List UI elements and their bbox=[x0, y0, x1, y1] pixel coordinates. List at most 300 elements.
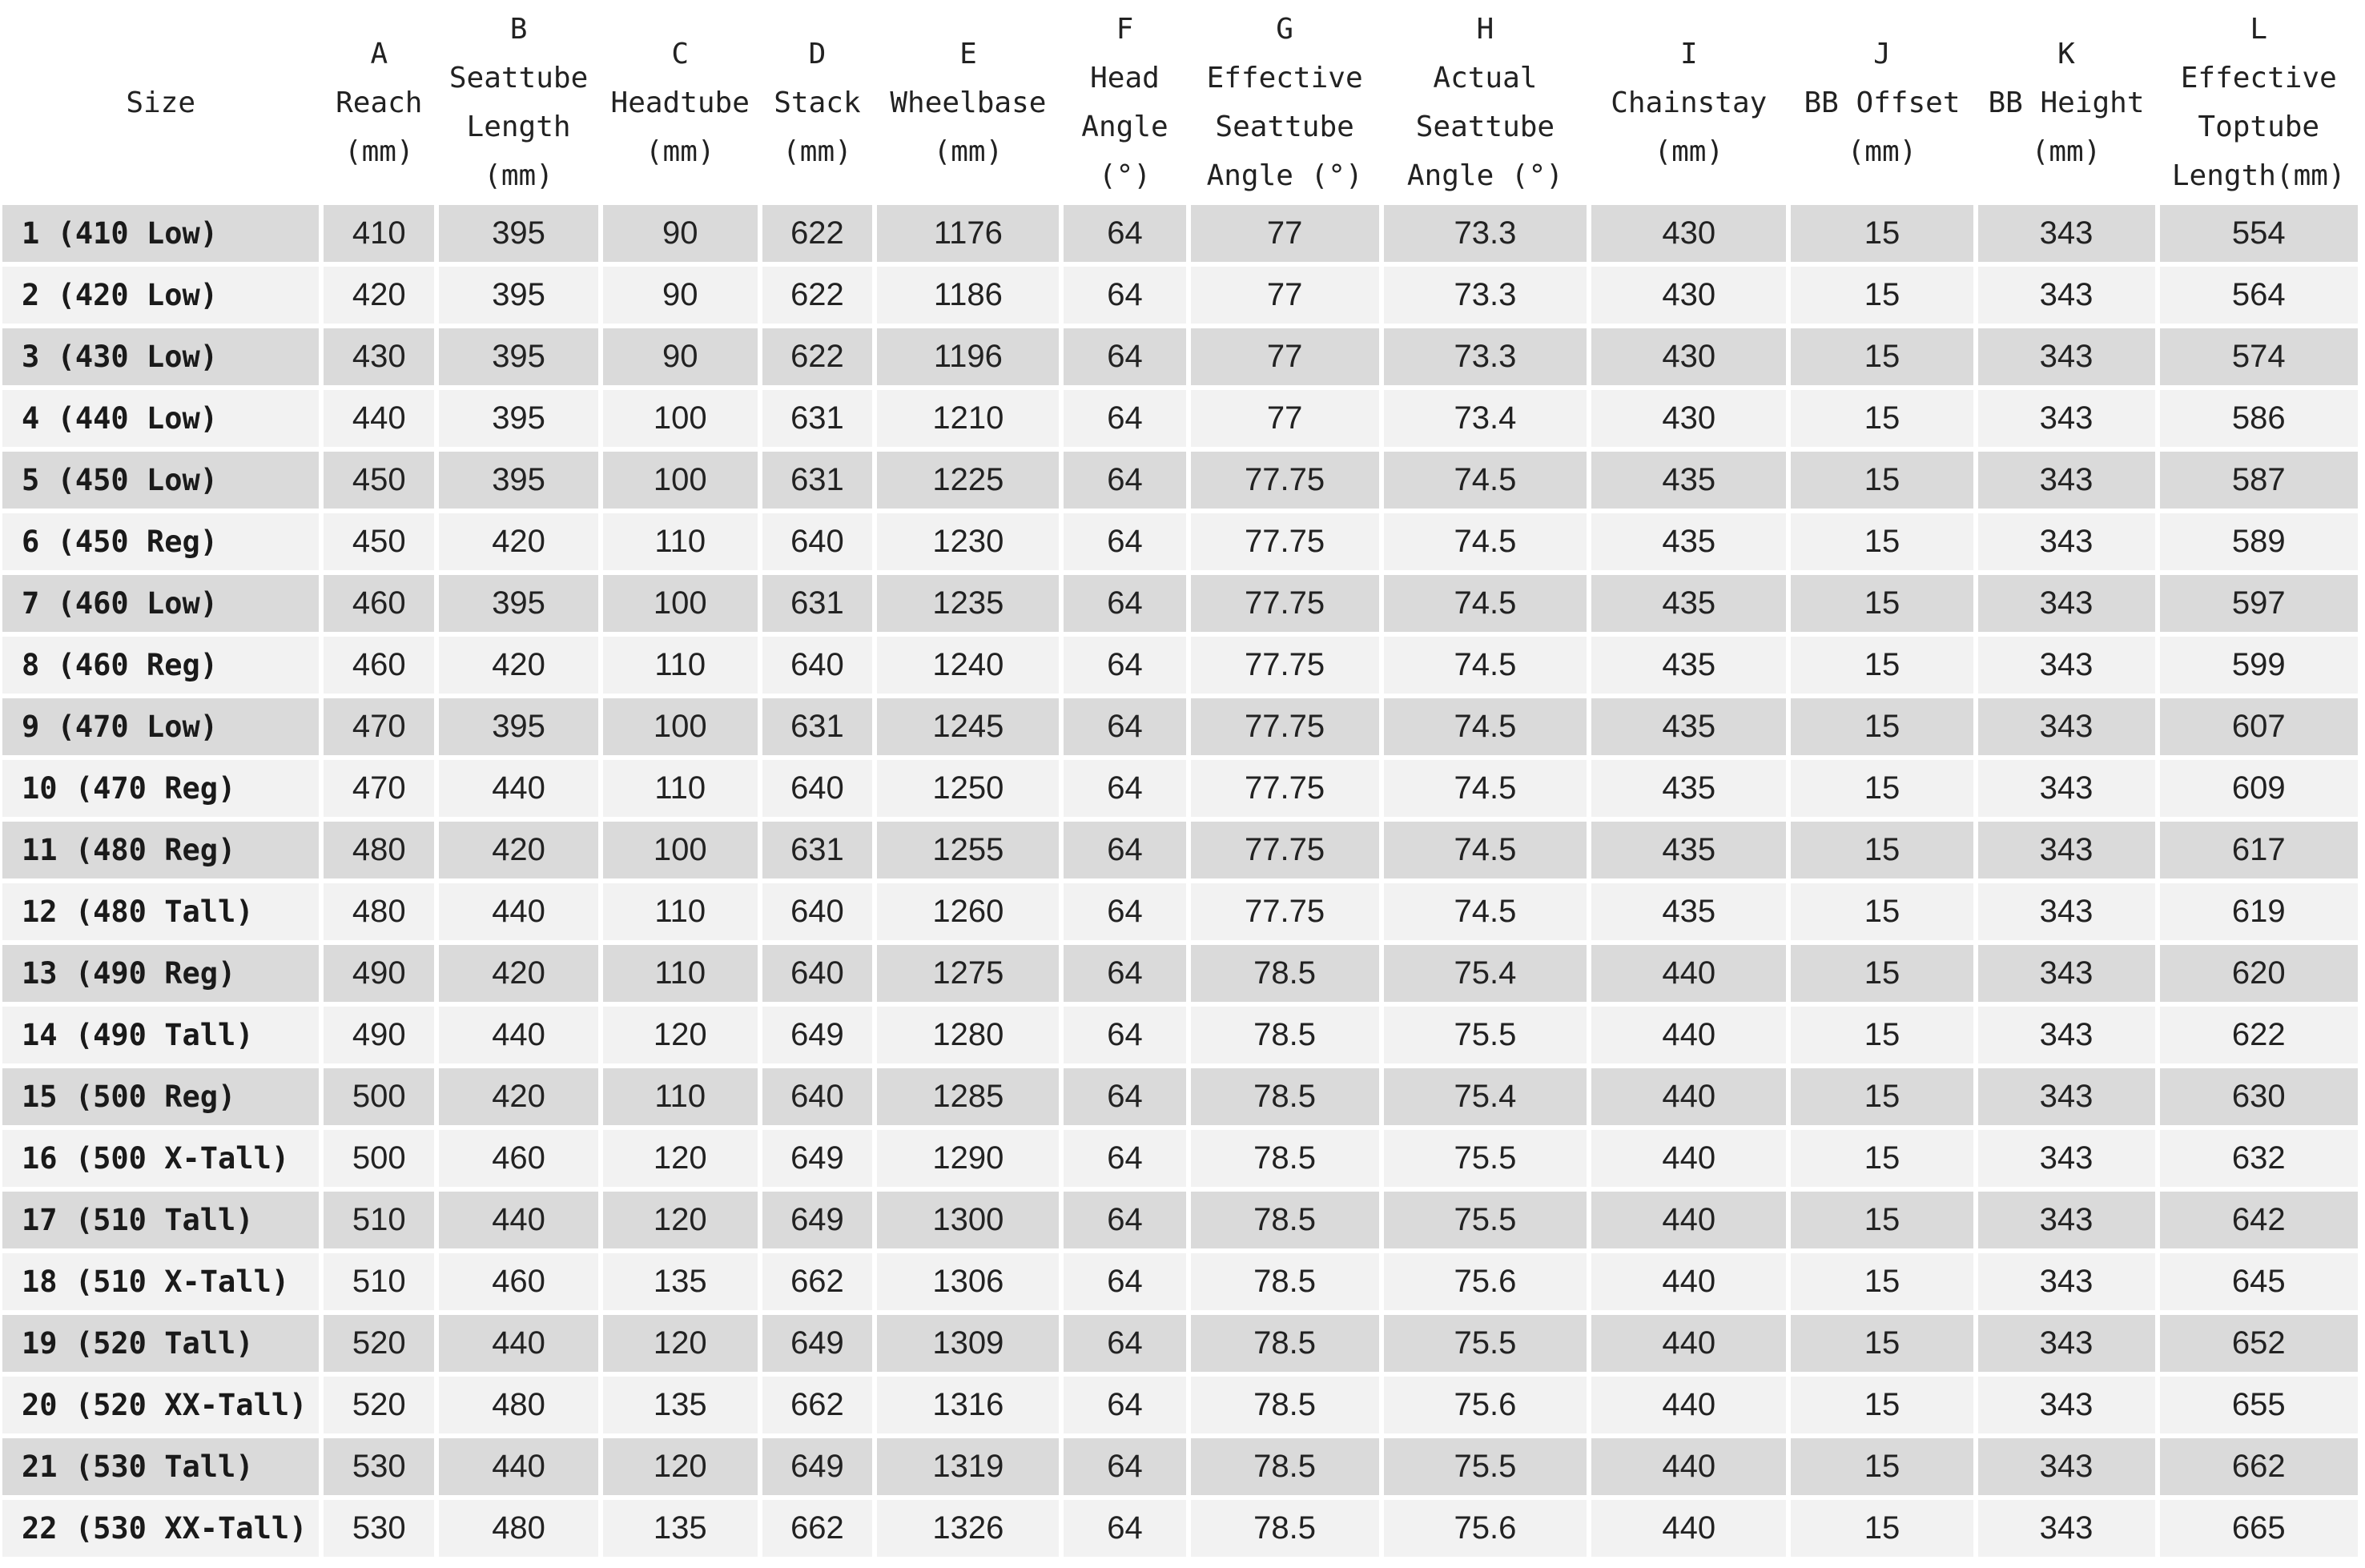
value-cell-c: 135 bbox=[603, 1253, 758, 1310]
value-cell-f: 64 bbox=[1064, 1500, 1185, 1557]
value-cell-i: 435 bbox=[1591, 513, 1786, 570]
value-cell-e: 1290 bbox=[877, 1130, 1059, 1187]
value-cell-b: 420 bbox=[439, 822, 598, 878]
value-cell-g: 77.75 bbox=[1191, 637, 1379, 694]
column-header-d bbox=[762, 5, 873, 200]
value-cell-l: 589 bbox=[2160, 513, 2358, 570]
value-cell-k: 343 bbox=[1978, 822, 2155, 878]
value-cell-e: 1176 bbox=[877, 205, 1059, 262]
value-cell-e: 1235 bbox=[877, 575, 1059, 632]
table-row bbox=[2, 637, 2358, 694]
value-cell-d: 631 bbox=[762, 452, 873, 509]
table-row bbox=[2, 452, 2358, 509]
value-cell-d: 631 bbox=[762, 390, 873, 447]
value-cell-b: 395 bbox=[439, 328, 598, 385]
value-cell-a: 470 bbox=[324, 760, 434, 817]
value-cell-i: 435 bbox=[1591, 822, 1786, 878]
value-cell-d: 640 bbox=[762, 945, 873, 1002]
table-row bbox=[2, 575, 2358, 632]
value-cell-a: 480 bbox=[324, 822, 434, 878]
column-label-line: Actual bbox=[1433, 62, 1538, 94]
value-cell-i: 440 bbox=[1591, 1130, 1786, 1187]
value-cell-a: 500 bbox=[324, 1130, 434, 1187]
value-cell-f: 64 bbox=[1064, 883, 1185, 940]
column-letter: J bbox=[1873, 37, 1891, 70]
value-cell-c: 120 bbox=[603, 1315, 758, 1372]
column-header-e bbox=[877, 5, 1059, 200]
value-cell-b: 480 bbox=[439, 1377, 598, 1433]
value-cell-k: 343 bbox=[1978, 1315, 2155, 1372]
value-cell-g: 77.75 bbox=[1191, 452, 1379, 509]
value-cell-a: 440 bbox=[324, 390, 434, 447]
value-cell-c: 120 bbox=[603, 1192, 758, 1248]
value-cell-b: 420 bbox=[439, 945, 598, 1002]
value-cell-b: 420 bbox=[439, 637, 598, 694]
value-cell-h: 74.5 bbox=[1384, 513, 1587, 570]
value-cell-g: 78.5 bbox=[1191, 1130, 1379, 1187]
value-cell-h: 73.3 bbox=[1384, 328, 1587, 385]
value-cell-k: 343 bbox=[1978, 637, 2155, 694]
value-cell-b: 420 bbox=[439, 513, 598, 570]
value-cell-d: 640 bbox=[762, 1068, 873, 1125]
value-cell-e: 1260 bbox=[877, 883, 1059, 940]
value-cell-l: 642 bbox=[2160, 1192, 2358, 1248]
value-cell-j: 15 bbox=[1791, 945, 1973, 1002]
column-label-line: (mm) bbox=[933, 135, 1004, 168]
value-cell-j: 15 bbox=[1791, 452, 1973, 509]
value-cell-d: 649 bbox=[762, 1130, 873, 1187]
value-cell-l: 607 bbox=[2160, 698, 2358, 755]
value-cell-e: 1250 bbox=[877, 760, 1059, 817]
value-cell-c: 90 bbox=[603, 328, 758, 385]
table-row bbox=[2, 760, 2358, 817]
value-cell-e: 1240 bbox=[877, 637, 1059, 694]
table-row bbox=[2, 1192, 2358, 1248]
value-cell-d: 649 bbox=[762, 1192, 873, 1248]
value-cell-b: 480 bbox=[439, 1500, 598, 1557]
value-cell-h: 75.4 bbox=[1384, 1068, 1587, 1125]
value-cell-i: 440 bbox=[1591, 1438, 1786, 1495]
size-cell: 11 (480 Reg) bbox=[2, 822, 319, 878]
value-cell-f: 64 bbox=[1064, 328, 1185, 385]
value-cell-d: 640 bbox=[762, 637, 873, 694]
value-cell-f: 64 bbox=[1064, 760, 1185, 817]
column-letter: L bbox=[2250, 13, 2268, 46]
column-header-a bbox=[324, 5, 434, 200]
column-label-line: Effective bbox=[2180, 62, 2337, 94]
value-cell-b: 460 bbox=[439, 1253, 598, 1310]
column-label-line: Angle bbox=[1081, 111, 1168, 143]
value-cell-i: 440 bbox=[1591, 1007, 1786, 1063]
value-cell-a: 470 bbox=[324, 698, 434, 755]
value-cell-a: 510 bbox=[324, 1192, 434, 1248]
value-cell-i: 440 bbox=[1591, 1377, 1786, 1433]
value-cell-d: 622 bbox=[762, 205, 873, 262]
value-cell-e: 1255 bbox=[877, 822, 1059, 878]
table-row bbox=[2, 1130, 2358, 1187]
column-header-b bbox=[439, 5, 598, 200]
value-cell-e: 1225 bbox=[877, 452, 1059, 509]
value-cell-i: 440 bbox=[1591, 1500, 1786, 1557]
size-cell: 8 (460 Reg) bbox=[2, 637, 319, 694]
size-cell: 18 (510 X-Tall) bbox=[2, 1253, 319, 1310]
value-cell-h: 74.5 bbox=[1384, 822, 1587, 878]
value-cell-h: 73.4 bbox=[1384, 390, 1587, 447]
value-cell-f: 64 bbox=[1064, 1130, 1185, 1187]
value-cell-f: 64 bbox=[1064, 698, 1185, 755]
value-cell-f: 64 bbox=[1064, 513, 1185, 570]
size-header: Size bbox=[2, 5, 319, 200]
value-cell-k: 343 bbox=[1978, 1253, 2155, 1310]
value-cell-k: 343 bbox=[1978, 945, 2155, 1002]
value-cell-b: 395 bbox=[439, 452, 598, 509]
value-cell-l: 597 bbox=[2160, 575, 2358, 632]
value-cell-g: 78.5 bbox=[1191, 1192, 1379, 1248]
table-row bbox=[2, 205, 2358, 262]
column-label-line: (mm) bbox=[484, 159, 553, 192]
value-cell-l: 617 bbox=[2160, 822, 2358, 878]
value-cell-a: 510 bbox=[324, 1253, 434, 1310]
value-cell-i: 435 bbox=[1591, 452, 1786, 509]
value-cell-f: 64 bbox=[1064, 452, 1185, 509]
value-cell-j: 15 bbox=[1791, 513, 1973, 570]
value-cell-l: 564 bbox=[2160, 267, 2358, 324]
column-label-line: (mm) bbox=[1847, 135, 1917, 168]
column-label-line: BB Height bbox=[1988, 86, 2145, 119]
table-row bbox=[2, 1438, 2358, 1495]
column-label-line: Reach bbox=[336, 86, 423, 119]
value-cell-h: 74.5 bbox=[1384, 637, 1587, 694]
column-header-h bbox=[1384, 5, 1587, 200]
value-cell-c: 135 bbox=[603, 1500, 758, 1557]
column-header-c bbox=[603, 5, 758, 200]
value-cell-a: 520 bbox=[324, 1377, 434, 1433]
column-label-line: Angle (°) bbox=[1206, 159, 1363, 192]
column-letter: I bbox=[1679, 37, 1698, 70]
value-cell-f: 64 bbox=[1064, 1007, 1185, 1063]
value-cell-c: 100 bbox=[603, 575, 758, 632]
value-cell-h: 75.5 bbox=[1384, 1315, 1587, 1372]
value-cell-j: 15 bbox=[1791, 1007, 1973, 1063]
value-cell-h: 74.5 bbox=[1384, 883, 1587, 940]
column-letter: A bbox=[370, 37, 388, 70]
table-row bbox=[2, 328, 2358, 385]
value-cell-f: 64 bbox=[1064, 575, 1185, 632]
value-cell-f: 64 bbox=[1064, 637, 1185, 694]
value-cell-b: 395 bbox=[439, 205, 598, 262]
column-label-line: Effective bbox=[1206, 62, 1363, 94]
value-cell-h: 75.5 bbox=[1384, 1192, 1587, 1248]
value-cell-i: 440 bbox=[1591, 1192, 1786, 1248]
value-cell-l: 599 bbox=[2160, 637, 2358, 694]
value-cell-e: 1300 bbox=[877, 1192, 1059, 1248]
value-cell-h: 75.4 bbox=[1384, 945, 1587, 1002]
column-label-line: Seattube bbox=[1215, 111, 1354, 143]
value-cell-g: 77.75 bbox=[1191, 513, 1379, 570]
table-body bbox=[2, 205, 2358, 1557]
size-cell: 1 (410 Low) bbox=[2, 205, 319, 262]
value-cell-a: 530 bbox=[324, 1500, 434, 1557]
value-cell-j: 15 bbox=[1791, 1315, 1973, 1372]
value-cell-b: 395 bbox=[439, 698, 598, 755]
value-cell-f: 64 bbox=[1064, 1438, 1185, 1495]
size-cell: 22 (530 XX-Tall) bbox=[2, 1500, 319, 1557]
value-cell-c: 90 bbox=[603, 205, 758, 262]
column-letter: G bbox=[1276, 13, 1293, 46]
size-cell: 3 (430 Low) bbox=[2, 328, 319, 385]
column-label-line: (mm) bbox=[782, 135, 852, 168]
value-cell-f: 64 bbox=[1064, 1315, 1185, 1372]
value-cell-d: 631 bbox=[762, 822, 873, 878]
size-cell: 17 (510 Tall) bbox=[2, 1192, 319, 1248]
size-cell: 5 (450 Low) bbox=[2, 452, 319, 509]
value-cell-d: 662 bbox=[762, 1377, 873, 1433]
size-cell: 7 (460 Low) bbox=[2, 575, 319, 632]
table-row bbox=[2, 822, 2358, 878]
value-cell-j: 15 bbox=[1791, 637, 1973, 694]
size-cell: 4 (440 Low) bbox=[2, 390, 319, 447]
value-cell-a: 450 bbox=[324, 513, 434, 570]
column-header-l bbox=[2160, 5, 2358, 200]
value-cell-e: 1245 bbox=[877, 698, 1059, 755]
value-cell-k: 343 bbox=[1978, 1068, 2155, 1125]
column-label-line: Length bbox=[466, 111, 571, 143]
value-cell-c: 110 bbox=[603, 637, 758, 694]
value-cell-b: 395 bbox=[439, 390, 598, 447]
value-cell-d: 649 bbox=[762, 1438, 873, 1495]
value-cell-g: 77 bbox=[1191, 267, 1379, 324]
value-cell-l: 662 bbox=[2160, 1438, 2358, 1495]
column-label-line: Chainstay bbox=[1611, 86, 1768, 119]
column-label-line: (mm) bbox=[344, 135, 414, 168]
column-label-line: Seattube bbox=[448, 62, 589, 94]
value-cell-i: 430 bbox=[1591, 267, 1786, 324]
value-cell-a: 420 bbox=[324, 267, 434, 324]
table-row bbox=[2, 1007, 2358, 1063]
value-cell-j: 15 bbox=[1791, 1068, 1973, 1125]
column-letter: C bbox=[671, 37, 690, 70]
value-cell-e: 1210 bbox=[877, 390, 1059, 447]
value-cell-d: 640 bbox=[762, 513, 873, 570]
value-cell-b: 440 bbox=[439, 1007, 598, 1063]
value-cell-j: 15 bbox=[1791, 883, 1973, 940]
value-cell-i: 430 bbox=[1591, 390, 1786, 447]
value-cell-l: 619 bbox=[2160, 883, 2358, 940]
size-cell: 13 (490 Reg) bbox=[2, 945, 319, 1002]
table-row bbox=[2, 1500, 2358, 1557]
column-header-i bbox=[1591, 5, 1786, 200]
value-cell-g: 78.5 bbox=[1191, 945, 1379, 1002]
value-cell-k: 343 bbox=[1978, 1007, 2155, 1063]
value-cell-l: 620 bbox=[2160, 945, 2358, 1002]
value-cell-l: 554 bbox=[2160, 205, 2358, 262]
value-cell-a: 450 bbox=[324, 452, 434, 509]
value-cell-c: 110 bbox=[603, 760, 758, 817]
value-cell-h: 75.5 bbox=[1384, 1130, 1587, 1187]
value-cell-b: 440 bbox=[439, 1192, 598, 1248]
size-cell: 10 (470 Reg) bbox=[2, 760, 319, 817]
value-cell-g: 78.5 bbox=[1191, 1500, 1379, 1557]
value-cell-a: 430 bbox=[324, 328, 434, 385]
value-cell-j: 15 bbox=[1791, 760, 1973, 817]
value-cell-h: 74.5 bbox=[1384, 760, 1587, 817]
value-cell-h: 75.5 bbox=[1384, 1438, 1587, 1495]
value-cell-a: 520 bbox=[324, 1315, 434, 1372]
table-row bbox=[2, 698, 2358, 755]
value-cell-g: 78.5 bbox=[1191, 1377, 1379, 1433]
value-cell-f: 64 bbox=[1064, 945, 1185, 1002]
size-cell: 16 (500 X-Tall) bbox=[2, 1130, 319, 1187]
value-cell-h: 75.6 bbox=[1384, 1253, 1587, 1310]
value-cell-l: 645 bbox=[2160, 1253, 2358, 1310]
size-cell: 6 (450 Reg) bbox=[2, 513, 319, 570]
value-cell-k: 343 bbox=[1978, 267, 2155, 324]
value-cell-a: 410 bbox=[324, 205, 434, 262]
value-cell-a: 460 bbox=[324, 637, 434, 694]
value-cell-b: 440 bbox=[439, 883, 598, 940]
value-cell-j: 15 bbox=[1791, 390, 1973, 447]
value-cell-h: 74.5 bbox=[1384, 452, 1587, 509]
column-letter: E bbox=[959, 37, 977, 70]
value-cell-g: 77.75 bbox=[1191, 760, 1379, 817]
column-header-f bbox=[1064, 5, 1185, 200]
size-cell: 2 (420 Low) bbox=[2, 267, 319, 324]
value-cell-j: 15 bbox=[1791, 1253, 1973, 1310]
column-label-line: (mm) bbox=[1654, 135, 1724, 168]
value-cell-f: 64 bbox=[1064, 1192, 1185, 1248]
value-cell-c: 110 bbox=[603, 1068, 758, 1125]
value-cell-e: 1285 bbox=[877, 1068, 1059, 1125]
table-row bbox=[2, 1315, 2358, 1372]
column-letter: H bbox=[1476, 13, 1494, 46]
value-cell-k: 343 bbox=[1978, 760, 2155, 817]
value-cell-e: 1186 bbox=[877, 267, 1059, 324]
size-cell: 21 (530 Tall) bbox=[2, 1438, 319, 1495]
column-label-line: Stack bbox=[774, 86, 861, 119]
value-cell-d: 649 bbox=[762, 1315, 873, 1372]
value-cell-d: 640 bbox=[762, 760, 873, 817]
table-row bbox=[2, 390, 2358, 447]
table-row bbox=[2, 513, 2358, 570]
value-cell-d: 622 bbox=[762, 328, 873, 385]
value-cell-c: 135 bbox=[603, 1377, 758, 1433]
value-cell-d: 649 bbox=[762, 1007, 873, 1063]
value-cell-c: 110 bbox=[603, 945, 758, 1002]
value-cell-c: 100 bbox=[603, 822, 758, 878]
value-cell-g: 77 bbox=[1191, 390, 1379, 447]
value-cell-k: 343 bbox=[1978, 205, 2155, 262]
value-cell-k: 343 bbox=[1978, 452, 2155, 509]
table-row bbox=[2, 267, 2358, 324]
value-cell-f: 64 bbox=[1064, 205, 1185, 262]
value-cell-j: 15 bbox=[1791, 205, 1973, 262]
value-cell-k: 343 bbox=[1978, 1500, 2155, 1557]
value-cell-b: 440 bbox=[439, 760, 598, 817]
column-letter: D bbox=[808, 37, 827, 70]
column-letter: B bbox=[509, 13, 528, 46]
value-cell-e: 1196 bbox=[877, 328, 1059, 385]
value-cell-d: 631 bbox=[762, 575, 873, 632]
size-cell: 12 (480 Tall) bbox=[2, 883, 319, 940]
value-cell-i: 435 bbox=[1591, 575, 1786, 632]
value-cell-j: 15 bbox=[1791, 328, 1973, 385]
value-cell-b: 440 bbox=[439, 1438, 598, 1495]
value-cell-g: 77.75 bbox=[1191, 883, 1379, 940]
value-cell-l: 574 bbox=[2160, 328, 2358, 385]
column-letter: F bbox=[1116, 13, 1134, 46]
value-cell-b: 420 bbox=[439, 1068, 598, 1125]
value-cell-e: 1316 bbox=[877, 1377, 1059, 1433]
value-cell-h: 74.5 bbox=[1384, 575, 1587, 632]
value-cell-i: 440 bbox=[1591, 1068, 1786, 1125]
value-cell-j: 15 bbox=[1791, 822, 1973, 878]
value-cell-k: 343 bbox=[1978, 513, 2155, 570]
column-label-line: Toptube bbox=[2198, 111, 2320, 143]
value-cell-a: 490 bbox=[324, 1007, 434, 1063]
size-cell: 19 (520 Tall) bbox=[2, 1315, 319, 1372]
value-cell-k: 343 bbox=[1978, 390, 2155, 447]
value-cell-k: 343 bbox=[1978, 1130, 2155, 1187]
column-label-line: BB Offset bbox=[1804, 86, 1961, 119]
value-cell-h: 73.3 bbox=[1384, 267, 1587, 324]
value-cell-l: 665 bbox=[2160, 1500, 2358, 1557]
value-cell-i: 435 bbox=[1591, 883, 1786, 940]
value-cell-g: 78.5 bbox=[1191, 1007, 1379, 1063]
value-cell-i: 435 bbox=[1591, 760, 1786, 817]
value-cell-i: 435 bbox=[1591, 698, 1786, 755]
value-cell-e: 1280 bbox=[877, 1007, 1059, 1063]
table-row bbox=[2, 1377, 2358, 1433]
value-cell-g: 78.5 bbox=[1191, 1438, 1379, 1495]
value-cell-e: 1309 bbox=[877, 1315, 1059, 1372]
value-cell-l: 655 bbox=[2160, 1377, 2358, 1433]
value-cell-j: 15 bbox=[1791, 1192, 1973, 1248]
value-cell-l: 622 bbox=[2160, 1007, 2358, 1063]
column-label-line: (mm) bbox=[2031, 135, 2102, 168]
column-label-line: Head bbox=[1090, 62, 1160, 94]
value-cell-g: 77.75 bbox=[1191, 822, 1379, 878]
column-letter: K bbox=[2057, 37, 2075, 70]
value-cell-j: 15 bbox=[1791, 1130, 1973, 1187]
value-cell-f: 64 bbox=[1064, 1377, 1185, 1433]
value-cell-j: 15 bbox=[1791, 1438, 1973, 1495]
value-cell-k: 343 bbox=[1978, 575, 2155, 632]
value-cell-k: 343 bbox=[1978, 1438, 2155, 1495]
value-cell-g: 78.5 bbox=[1191, 1315, 1379, 1372]
table-row bbox=[2, 1068, 2358, 1125]
value-cell-a: 490 bbox=[324, 945, 434, 1002]
value-cell-l: 586 bbox=[2160, 390, 2358, 447]
value-cell-j: 15 bbox=[1791, 1377, 1973, 1433]
value-cell-a: 480 bbox=[324, 883, 434, 940]
value-cell-a: 500 bbox=[324, 1068, 434, 1125]
value-cell-b: 395 bbox=[439, 575, 598, 632]
size-cell: 14 (490 Tall) bbox=[2, 1007, 319, 1063]
value-cell-c: 100 bbox=[603, 390, 758, 447]
value-cell-g: 77 bbox=[1191, 205, 1379, 262]
value-cell-f: 64 bbox=[1064, 822, 1185, 878]
value-cell-e: 1326 bbox=[877, 1500, 1059, 1557]
value-cell-i: 440 bbox=[1591, 1253, 1786, 1310]
value-cell-a: 460 bbox=[324, 575, 434, 632]
value-cell-c: 120 bbox=[603, 1130, 758, 1187]
table-row bbox=[2, 883, 2358, 940]
value-cell-e: 1275 bbox=[877, 945, 1059, 1002]
value-cell-l: 587 bbox=[2160, 452, 2358, 509]
value-cell-k: 343 bbox=[1978, 1377, 2155, 1433]
column-header-g bbox=[1191, 5, 1379, 200]
size-cell: 20 (520 XX-Tall) bbox=[2, 1377, 319, 1433]
